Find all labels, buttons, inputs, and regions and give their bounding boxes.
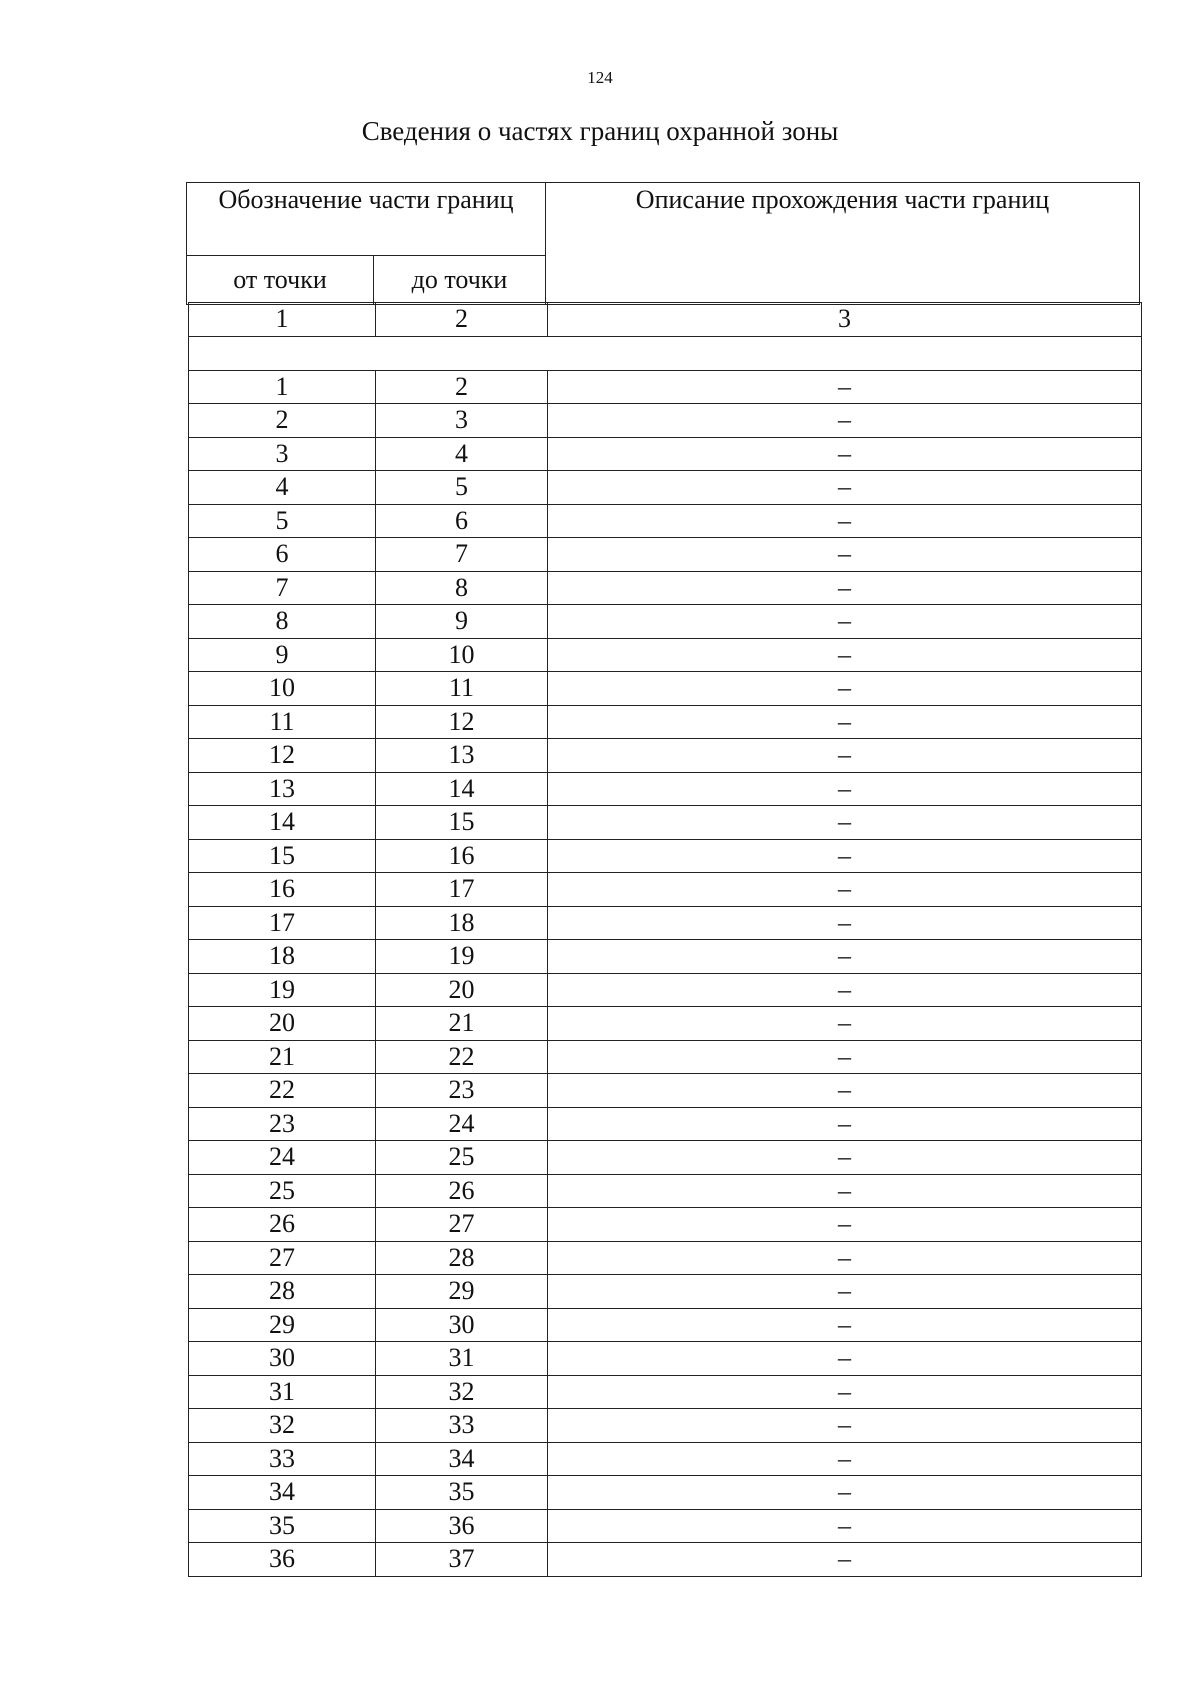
table-row: [189, 1141, 1142, 1175]
from-point-cell: 18: [189, 940, 376, 974]
from-point-cell: 29: [189, 1308, 376, 1342]
to-point-cell: 26: [376, 1174, 548, 1208]
to-point-cell: 14: [376, 772, 548, 806]
to-point-cell: 20: [376, 973, 548, 1007]
to-point-cell: 36: [376, 1509, 548, 1543]
description-cell: –: [548, 940, 1142, 974]
table-row: [189, 1208, 1142, 1242]
from-point-cell: 20: [189, 1007, 376, 1041]
description-cell: –: [548, 605, 1142, 639]
description-cell: –: [548, 1074, 1142, 1108]
to-point-cell: 25: [376, 1141, 548, 1175]
from-point-cell: 9: [189, 638, 376, 672]
from-point-cell: 27: [189, 1241, 376, 1275]
to-point-cell: 30: [376, 1308, 548, 1342]
description-cell: –: [548, 1208, 1142, 1242]
from-point-cell: 22: [189, 1074, 376, 1108]
table-row: [189, 404, 1142, 438]
from-point-cell: 4: [189, 471, 376, 505]
table-row: [189, 1342, 1142, 1376]
description-cell: –: [548, 839, 1142, 873]
from-point-cell: 13: [189, 772, 376, 806]
description-cell: –: [548, 1543, 1142, 1577]
to-point-cell: 22: [376, 1040, 548, 1074]
to-point-cell: 8: [376, 571, 548, 605]
to-point-cell: 10: [376, 638, 548, 672]
description-cell: –: [548, 705, 1142, 739]
from-point-cell: 7: [189, 571, 376, 605]
table-row: [189, 806, 1142, 840]
description-cell: –: [548, 538, 1142, 572]
table-row: [189, 1007, 1142, 1041]
description-cell: –: [548, 672, 1142, 706]
table-row: [189, 1476, 1142, 1510]
table-row: [189, 504, 1142, 538]
table-row: [189, 1241, 1142, 1275]
description-cell: –: [548, 471, 1142, 505]
from-point-cell: 30: [189, 1342, 376, 1376]
from-point-cell: 25: [189, 1174, 376, 1208]
to-point-cell: 3: [376, 404, 548, 438]
blank-section-row: [189, 336, 1142, 370]
description-cell: –: [548, 1308, 1142, 1342]
description-cell: –: [548, 437, 1142, 471]
header-description-label: Описание прохождения части границ: [546, 183, 1140, 305]
blank-section-cell: [189, 336, 1142, 370]
from-point-cell: 24: [189, 1141, 376, 1175]
table-row: [189, 437, 1142, 471]
description-cell: –: [548, 973, 1142, 1007]
column-number: 3: [548, 303, 1142, 337]
to-point-cell: 29: [376, 1275, 548, 1309]
table-row: [189, 1040, 1142, 1074]
boundary-table-body: [189, 303, 1142, 1577]
page-title: Сведения о частях границ охранной зоны: [361, 116, 839, 146]
table-row: [189, 1174, 1142, 1208]
description-cell: –: [548, 404, 1142, 438]
description-cell: –: [548, 1275, 1142, 1309]
from-point-cell: 12: [189, 739, 376, 773]
description-cell: –: [548, 906, 1142, 940]
table-row: [189, 672, 1142, 706]
table-row: [189, 1074, 1142, 1108]
description-cell: –: [548, 1241, 1142, 1275]
table-row: [189, 638, 1142, 672]
column-number: 2: [376, 303, 548, 337]
to-point-cell: 28: [376, 1241, 548, 1275]
to-point-cell: 17: [376, 873, 548, 907]
description-cell: –: [548, 1442, 1142, 1476]
description-cell: –: [548, 1141, 1142, 1175]
to-point-cell: 12: [376, 705, 548, 739]
from-point-cell: 2: [189, 404, 376, 438]
from-point-cell: 1: [189, 370, 376, 404]
table-row: [189, 370, 1142, 404]
to-point-cell: 23: [376, 1074, 548, 1108]
table-row: [189, 605, 1142, 639]
to-point-cell: 2: [376, 370, 548, 404]
from-point-cell: 8: [189, 605, 376, 639]
table-row: [189, 839, 1142, 873]
from-point-cell: 31: [189, 1375, 376, 1409]
from-point-cell: 19: [189, 973, 376, 1007]
to-point-cell: 6: [376, 504, 548, 538]
from-point-cell: 23: [189, 1107, 376, 1141]
column-number: 1: [189, 303, 376, 337]
from-point-cell: 32: [189, 1409, 376, 1443]
to-point-cell: 4: [376, 437, 548, 471]
to-point-cell: 33: [376, 1409, 548, 1443]
from-point-cell: 3: [189, 437, 376, 471]
description-cell: –: [548, 772, 1142, 806]
from-point-cell: 33: [189, 1442, 376, 1476]
table-row: [189, 1275, 1142, 1309]
to-point-cell: 13: [376, 739, 548, 773]
to-point-cell: 21: [376, 1007, 548, 1041]
from-point-cell: 15: [189, 839, 376, 873]
to-point-cell: 31: [376, 1342, 548, 1376]
from-point-cell: 6: [189, 538, 376, 572]
header-from-label: от точки: [187, 256, 374, 305]
table-row: [189, 705, 1142, 739]
table-row: [189, 940, 1142, 974]
description-cell: –: [548, 571, 1142, 605]
to-point-cell: 27: [376, 1208, 548, 1242]
description-cell: –: [548, 1107, 1142, 1141]
table-row: [189, 571, 1142, 605]
from-point-cell: 5: [189, 504, 376, 538]
description-cell: –: [548, 1375, 1142, 1409]
table-row: [189, 772, 1142, 806]
header-to-label: до точки: [374, 256, 546, 305]
description-cell: –: [548, 1509, 1142, 1543]
boundary-table: [188, 302, 1142, 1577]
to-point-cell: 18: [376, 906, 548, 940]
from-point-cell: 11: [189, 705, 376, 739]
to-point-cell: 19: [376, 940, 548, 974]
from-point-cell: 10: [189, 672, 376, 706]
table-row: [189, 906, 1142, 940]
to-point-cell: 5: [376, 471, 548, 505]
to-point-cell: 34: [376, 1442, 548, 1476]
from-point-cell: 35: [189, 1509, 376, 1543]
description-cell: –: [548, 370, 1142, 404]
table-row: [189, 739, 1142, 773]
column-number-row: [189, 303, 1142, 337]
to-point-cell: 9: [376, 605, 548, 639]
from-point-cell: 21: [189, 1040, 376, 1074]
table-row: [189, 1543, 1142, 1577]
description-cell: –: [548, 1040, 1142, 1074]
table-row: [189, 1375, 1142, 1409]
table-row: [189, 973, 1142, 1007]
description-cell: –: [548, 504, 1142, 538]
from-point-cell: 14: [189, 806, 376, 840]
from-point-cell: 28: [189, 1275, 376, 1309]
to-point-cell: 7: [376, 538, 548, 572]
from-point-cell: 16: [189, 873, 376, 907]
table-row: [189, 1308, 1142, 1342]
to-point-cell: 32: [376, 1375, 548, 1409]
description-cell: –: [548, 1476, 1142, 1510]
to-point-cell: 15: [376, 806, 548, 840]
description-cell: –: [548, 638, 1142, 672]
description-cell: –: [548, 1174, 1142, 1208]
table-row: [189, 538, 1142, 572]
description-cell: –: [548, 873, 1142, 907]
to-point-cell: 37: [376, 1543, 548, 1577]
table-row: [189, 1409, 1142, 1443]
table-row: [189, 1509, 1142, 1543]
from-point-cell: 17: [189, 906, 376, 940]
header-group-label: Обозначение части границ: [187, 183, 546, 256]
table-row: [189, 1107, 1142, 1141]
description-cell: –: [548, 1342, 1142, 1376]
to-point-cell: 35: [376, 1476, 548, 1510]
to-point-cell: 24: [376, 1107, 548, 1141]
table-row: [189, 1442, 1142, 1476]
description-cell: –: [548, 1409, 1142, 1443]
table-row: [189, 873, 1142, 907]
page-number: 124: [587, 68, 613, 87]
to-point-cell: 11: [376, 672, 548, 706]
description-cell: –: [548, 1007, 1142, 1041]
table-row: [189, 471, 1142, 505]
description-cell: –: [548, 806, 1142, 840]
to-point-cell: 16: [376, 839, 548, 873]
description-cell: –: [548, 739, 1142, 773]
from-point-cell: 34: [189, 1476, 376, 1510]
from-point-cell: 26: [189, 1208, 376, 1242]
header-table: [186, 182, 1140, 305]
from-point-cell: 36: [189, 1543, 376, 1577]
